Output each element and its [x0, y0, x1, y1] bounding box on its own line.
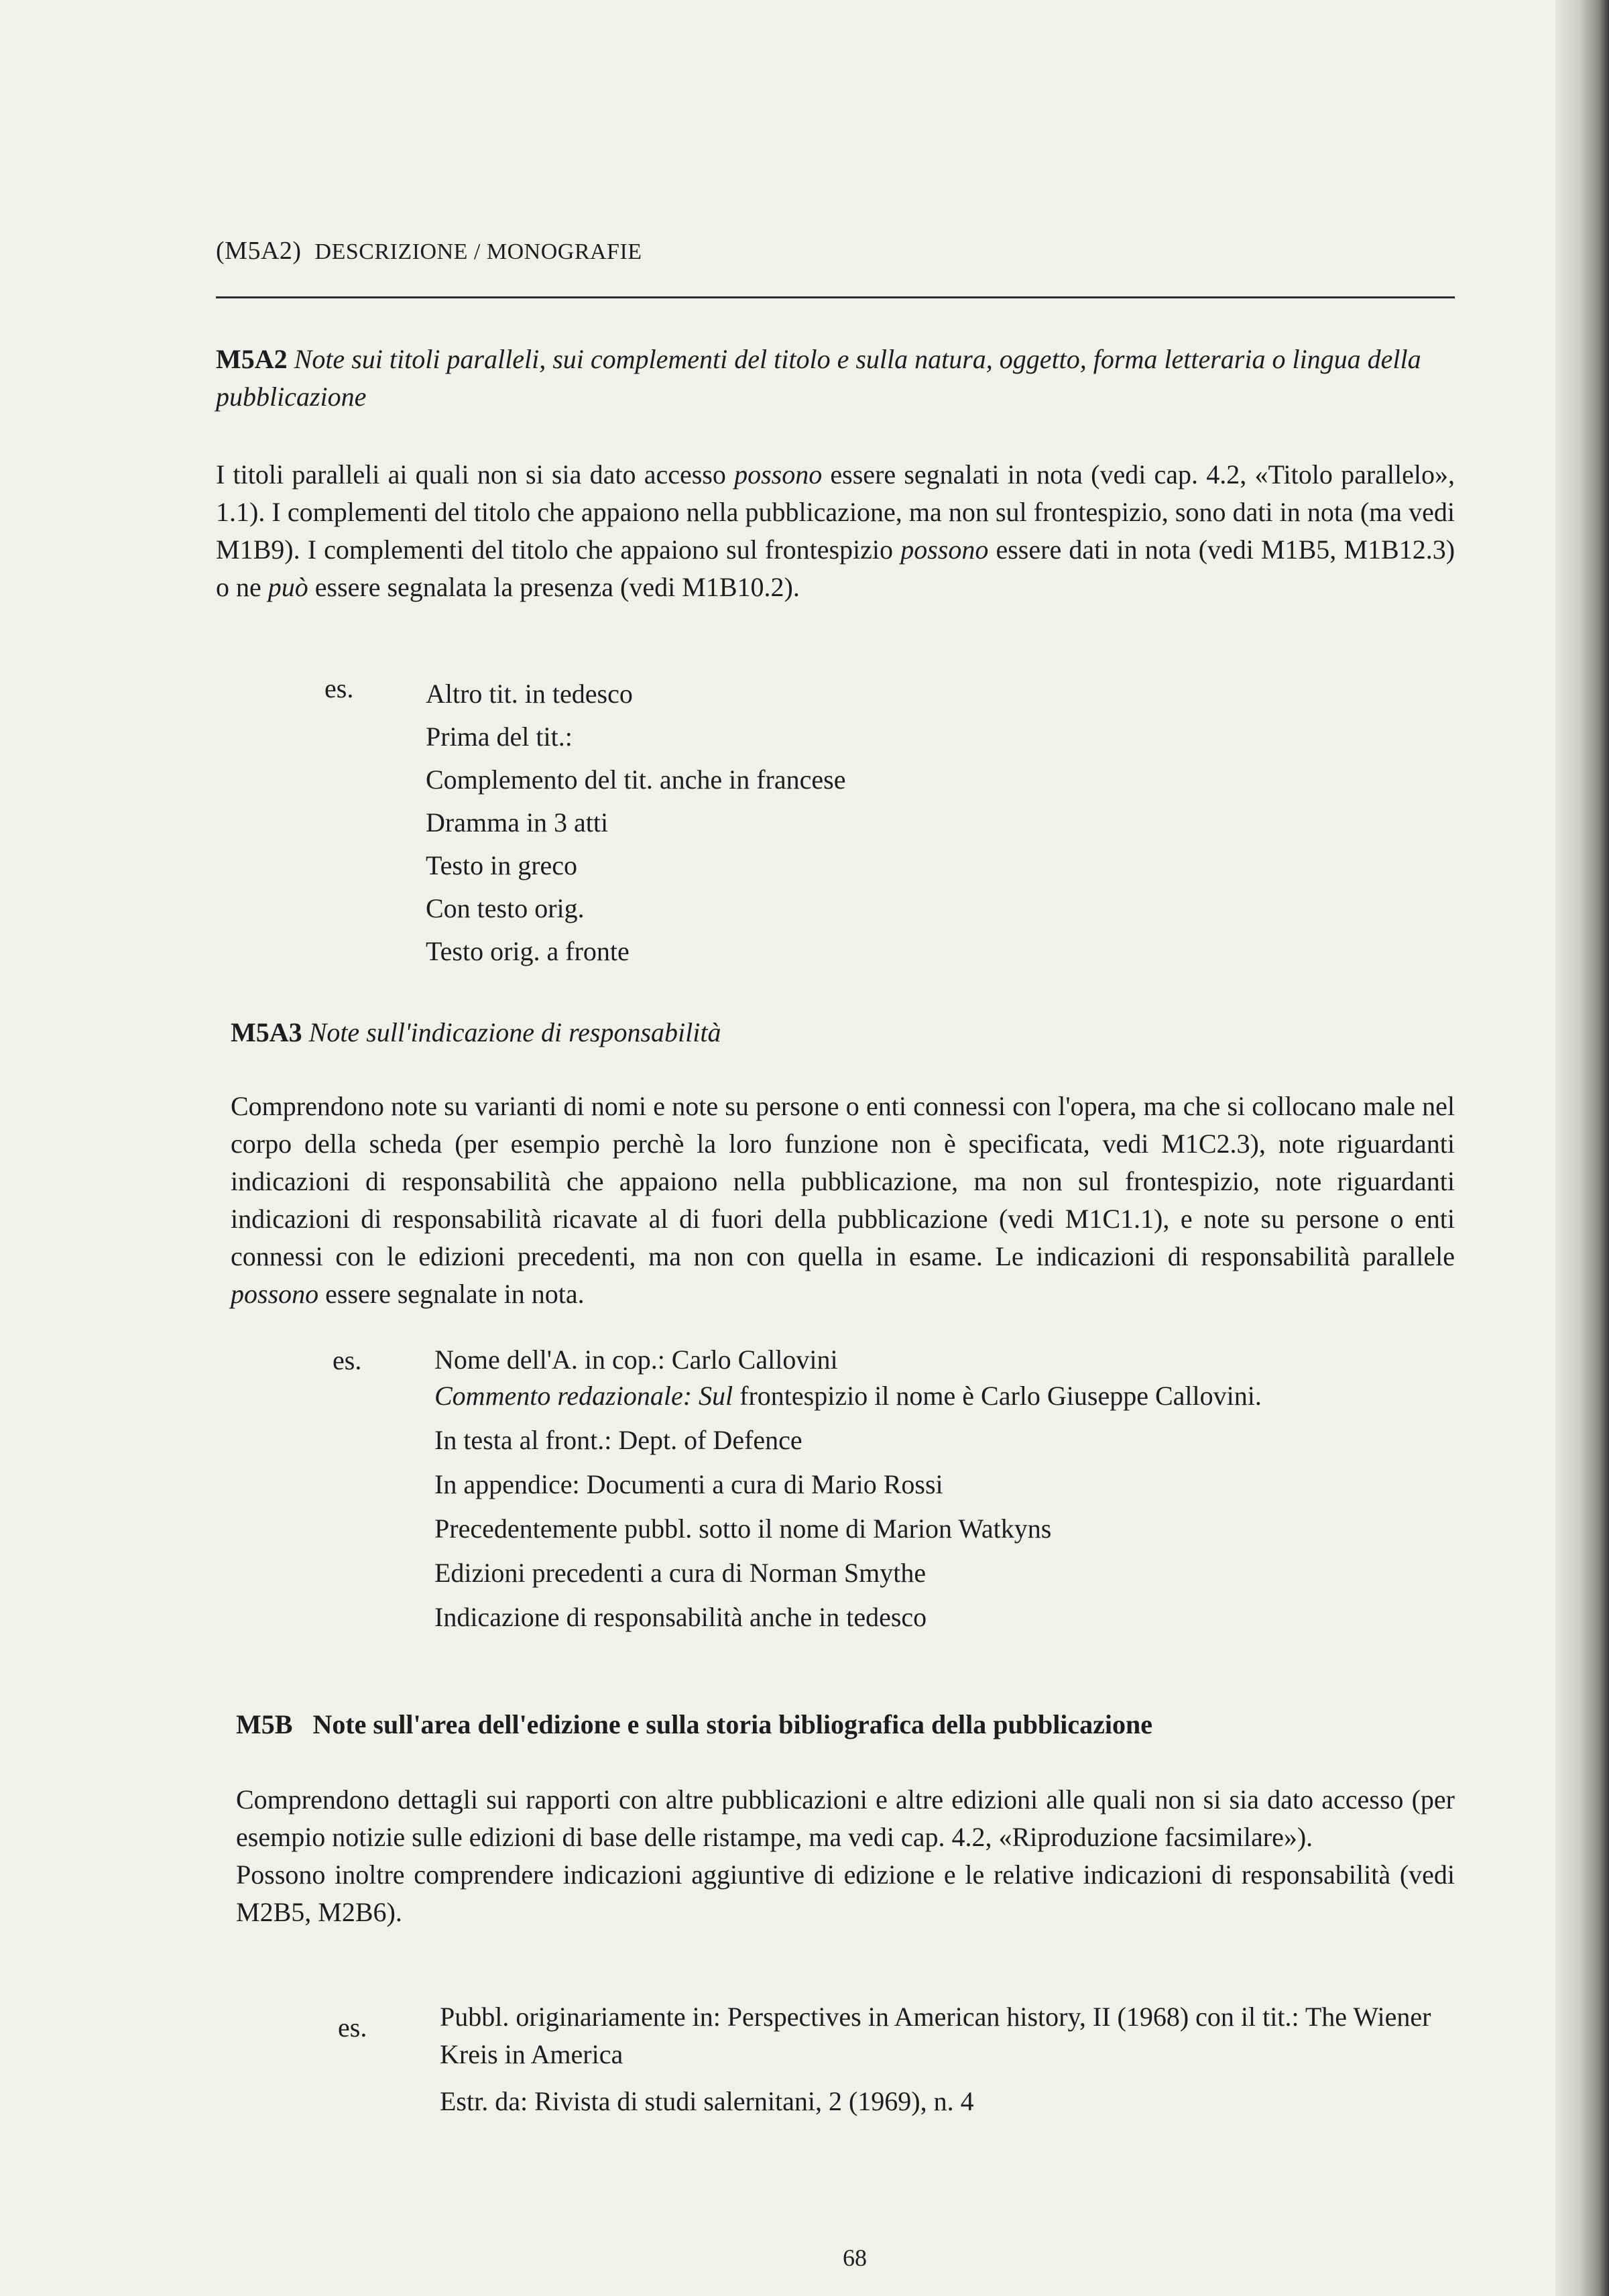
page-number: 68: [843, 2244, 867, 2271]
m5b-example-2: Estr. da: Rivista di studi salernitani, 2 (1969), n. 4: [440, 2086, 974, 2116]
m5a2-text-2: essere segnalati in nota (vedi cap. 4.2, «Titolo parallelo», 1.1). I complementi del titolo che appaiono nella pubblicazione, ma non sul frontespizio, sono dati in nota (ma vedi M1B9). I complementi del titolo che appaiono sul frontespizio: [216, 459, 1455, 565]
m5a2-examples-label: es.: [324, 673, 354, 703]
m5a3-example: In testa al front.: Dept. of Defence: [434, 1425, 802, 1455]
m5a3-example-rest: frontespizio il nome è Carlo Giuseppe Callovini.: [739, 1381, 1262, 1411]
m5a2-example: Altro tit. in tedesco: [426, 679, 633, 709]
m5a3-paragraph: [231, 1088, 1455, 1313]
m5a3-code: M5A3: [231, 1017, 302, 1047]
m5b-examples-label: es.: [338, 2012, 367, 2043]
m5a3-example: Precedentemente pubbl. sotto il nome di Marion Watkyns: [434, 1513, 1052, 1544]
m5a2-text-3: essere dati in nota (vedi M1B5, M1B12.3) o ne: [216, 534, 1455, 602]
m5a2-example: Dramma in 3 atti: [426, 807, 609, 838]
m5a3-example: Edizioni precedenti a cura di Norman Smythe: [434, 1558, 927, 1588]
m5a2-text-4: essere segnalata la presenza (vedi M1B10.2).: [314, 572, 800, 602]
m5a2-example: Testo orig. a fronte: [426, 936, 630, 966]
m5a2-text-em-1: possono: [734, 459, 823, 490]
m5a3-example: In appendice: Documenti a cura di Mario Rossi: [434, 1469, 943, 1499]
m5a2-text: [216, 456, 1455, 606]
m5a3-text-1: Comprendono note su varianti di nomi e note su persone o enti connessi con l'opera, ma che si collocano male nel corpo della scheda (per esempio perchè la loro funzione non è specificata, vedi M1C2.3), note riguardanti indicazioni di responsabilità che appaiono nella pubblicazione, ma non sul frontespizio, note riguardanti indicazioni di responsabilità ricavate al di fuori della pubblicazione (vedi M1C1.1), e note su persone o enti connessi con le edizioni precedenti, ma non con quella in esame. Le indicazioni di responsabilità parallele: [231, 1091, 1455, 1271]
m5a2-paragraph: [216, 456, 1455, 606]
m5b-heading: [236, 1706, 1475, 1743]
m5a2-title: Note sui titoli paralleli, sui complementi del titolo e sulla natura, oggetto, forma letteraria o lingua della pubblicazione: [216, 344, 1421, 412]
m5a3-examples-label: es.: [333, 1345, 362, 1375]
m5a2-examples: [426, 673, 845, 973]
m5a2-text-1: I titoli paralleli ai quali non si sia dato accesso: [216, 459, 726, 490]
page-edge-shadow: [1555, 0, 1609, 2296]
m5b-text-2: Possono inoltre comprendere indicazioni aggiuntive di edizione e le relative indicazioni di responsabilità (vedi M2B5, M2B6).: [236, 1859, 1455, 1927]
m5a3-text-em-1: possono: [231, 1279, 319, 1309]
m5a2-text-em-3: può: [267, 572, 308, 602]
m5a3-example-em: Commento redazionale: Sul: [434, 1381, 733, 1411]
m5b-title: Note sull'area dell'edizione e sulla storia bibliografica della pubblicazione: [312, 1709, 1153, 1739]
m5a2-example: Con testo orig.: [426, 893, 585, 923]
header-rule: [216, 296, 1455, 298]
m5a3-text-2: essere segnalate in nota.: [325, 1279, 585, 1309]
m5a3-text: [231, 1088, 1455, 1313]
m5a2-text-em-2: possono: [900, 534, 989, 565]
m5b-text-1: Comprendono dettagli sui rapporti con altre pubblicazioni e altre edizioni alle quali non si sia dato accesso (per esempio notizie sulle edizioni di base delle ristampe, ma vedi cap. 4.2, «Riproduzione facsimilare»).: [236, 1784, 1455, 1852]
m5a2-example: Prima del tit.:: [426, 722, 573, 752]
m5a2-code: M5A2: [216, 344, 288, 374]
m5a3-example: Nome dell'A. in cop.: Carlo Callovini: [434, 1344, 838, 1375]
running-header-code: (M5A2): [216, 237, 302, 265]
running-header-title: DESCRIZIONE / MONOGRAFIE: [314, 239, 642, 264]
m5a2-example: Complemento del tit. anche in francese: [426, 764, 846, 795]
m5a2-heading: [216, 341, 1455, 416]
m5b-paragraphs: [236, 1781, 1455, 1931]
m5a3-heading: [231, 1014, 1470, 1051]
m5b-code: M5B: [236, 1709, 293, 1739]
m5a3-example: [434, 1374, 1262, 1418]
m5a3-example: Indicazione di responsabilità anche in tedesco: [434, 1602, 927, 1632]
running-header: [216, 236, 642, 266]
m5b-example-1: Pubbl. originariamente in: Perspectives in American history, II (1968) con il tit.: The Wiener Kreis in America: [440, 2002, 1431, 2069]
m5a2-example: Testo in greco: [426, 850, 578, 880]
m5a3-title: Note sull'indicazione di responsabilità: [308, 1017, 721, 1047]
m5a3-examples: [434, 1338, 1262, 1640]
